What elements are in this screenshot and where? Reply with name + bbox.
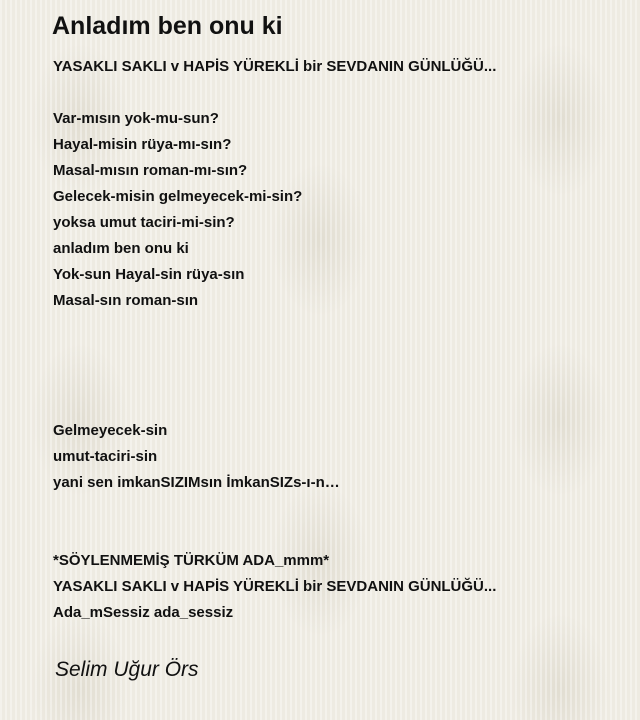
poem-line: Hayal-misin rüya-mı-sın? [53,136,232,153]
poem-line: anladım ben onu ki [53,240,189,257]
blank-line [53,314,613,340]
poem-author: Selim Uğur Örs [55,658,199,681]
blank-line [53,496,613,522]
poem-line: umut-taciri-sin [53,448,158,465]
poem-body [53,54,613,626]
poem-line: YASAKLI SAKLI v HAPİS YÜREKLİ bir SEVDANIN GÜNLÜĞÜ... [53,578,497,595]
poem-line: *SÖYLENMEMİŞ TÜRKÜM ADA_mmm* [53,552,330,569]
poem-line: Var-mısın yok-mu-sun? [53,110,219,127]
poem-line: Gelecek-misin gelmeyecek-mi-sin? [53,188,303,205]
poem-line: yoksa umut taciri-mi-sin? [53,214,235,231]
poem-line: Ada_mSessiz ada_sessiz [53,604,234,621]
poem-line: Gelmeyecek-sin [53,422,168,439]
blank-line [53,522,613,548]
poem-line: yani sen imkanSIZIMsın İmkanSIZs-ı-n… [53,474,340,491]
poem-line: YASAKLI SAKLI v HAPİS YÜREKLİ bir SEVDANIN GÜNLÜĞÜ... [53,58,497,75]
poem-line: Masal-sın roman-sın [53,292,199,309]
poem-title: Anladım ben onu ki [52,12,283,40]
blank-line [53,366,613,392]
blank-line [53,392,613,418]
blank-line [53,80,613,106]
blank-line [53,340,613,366]
poem-line: Yok-sun Hayal-sin rüya-sın [53,266,245,283]
poem-line: Masal-mısın roman-mı-sın? [53,162,248,179]
